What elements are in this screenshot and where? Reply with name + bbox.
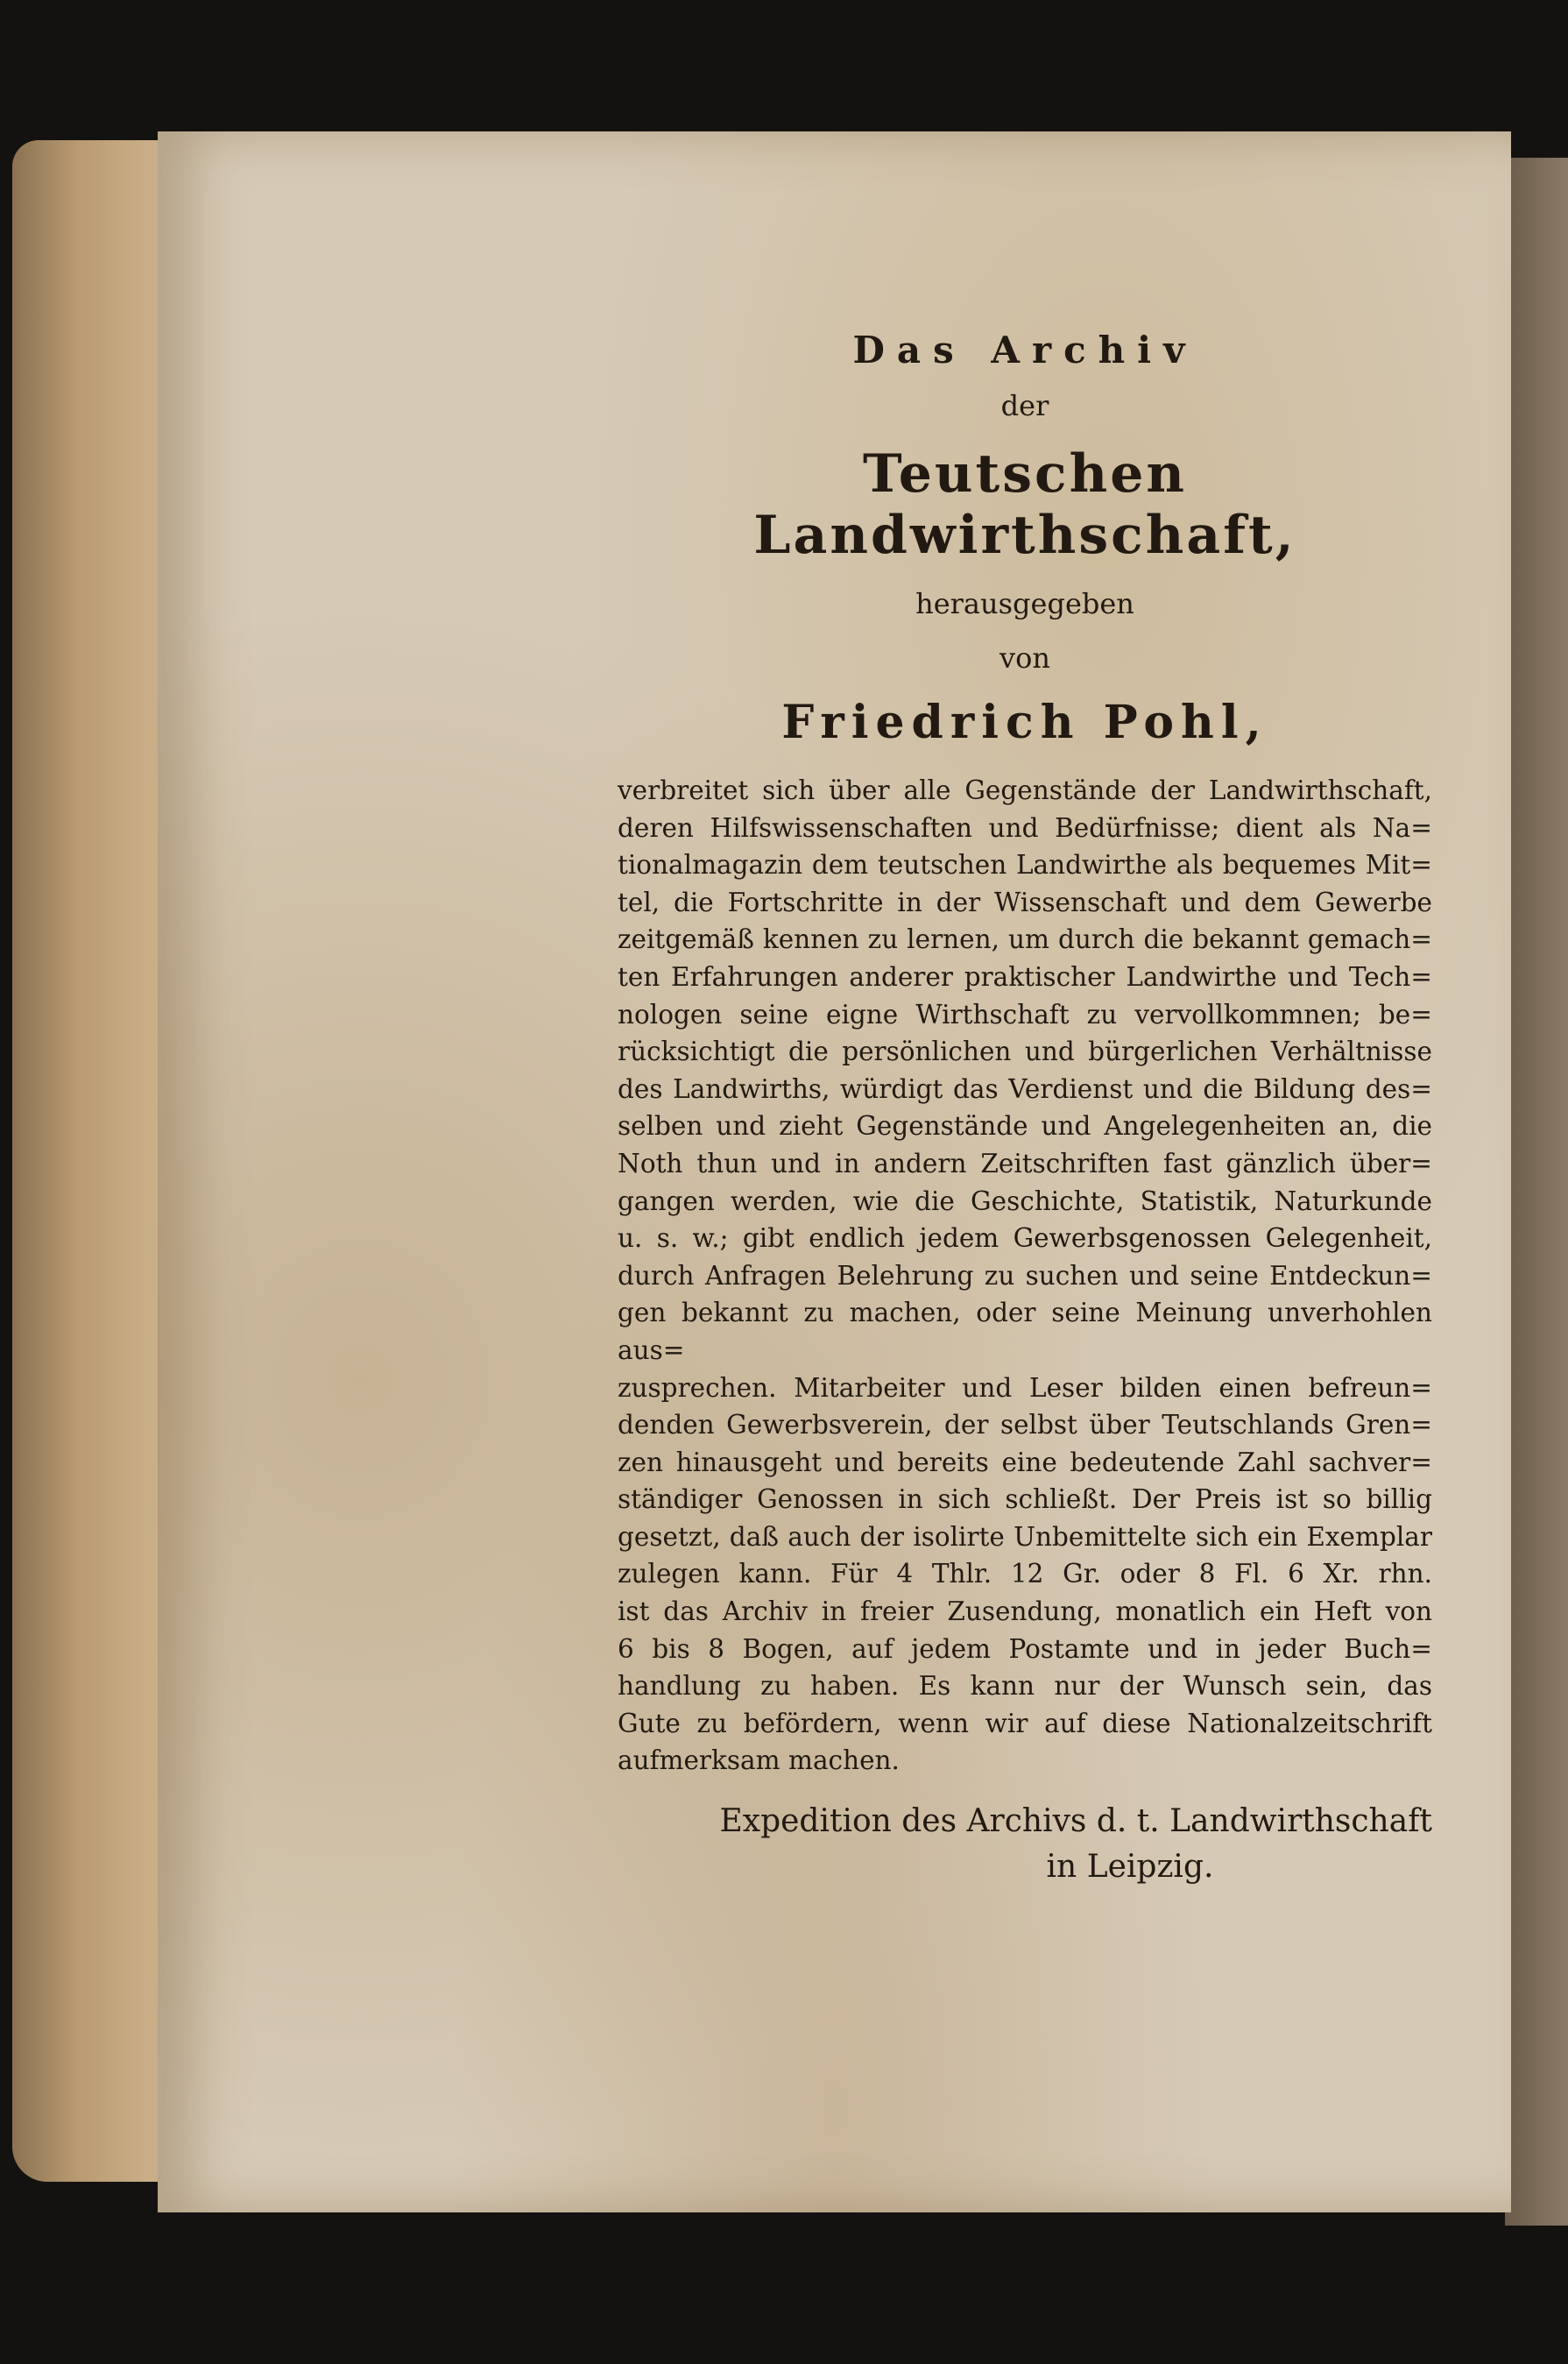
- body-line: u. s. w.; gibt endlich jedem Gewerbsgenossen Gelegenheit,: [618, 1223, 1432, 1254]
- body-line: denden Gewerbsverein, der selbst über Teutschlands Gren=: [618, 1410, 1432, 1440]
- body-line: tel, die Fortschritte in der Wissenschaft und dem Gewerbe: [618, 887, 1432, 917]
- body-line: gangen werden, wie die Geschichte, Statistik, Naturkunde: [618, 1186, 1432, 1216]
- body-line: zen hinausgeht und bereits eine bedeutende Zahl sachver=: [618, 1447, 1432, 1477]
- body-paragraph: [618, 772, 1432, 1780]
- body-line: aufmerksam machen.: [618, 1745, 900, 1776]
- edited-by: herausgegeben: [915, 587, 1134, 620]
- author: Friedrich Pohl,: [781, 696, 1268, 749]
- signature-line-2: in Leipzig.: [1046, 1849, 1214, 1886]
- connector-der: der: [1000, 389, 1049, 422]
- body-line: Gute zu befördern, wenn wir auf diese Nationalzeitschrift: [618, 1708, 1432, 1738]
- body-line: tionalmagazin dem teutschen Landwirthe als bequemes Mit=: [618, 850, 1432, 881]
- body-line: zusprechen. Mitarbeiter und Leser bilden einen befreun=: [618, 1372, 1432, 1403]
- signature-line-1: Expedition des Archivs d. t. Landwirthschaft: [719, 1803, 1432, 1840]
- body-line: zeitgemäß kennen zu lernen, um durch die bekannt gemach=: [618, 924, 1432, 955]
- title: Teutschen Landwirthschaft,: [753, 443, 1296, 566]
- body-line: gen bekannt zu machen, oder seine Meinung unverhohlen aus=: [618, 1298, 1432, 1365]
- body-line: handlung zu haben. Es kann nur der Wunsch sein, das: [618, 1671, 1432, 1702]
- body-line: durch Anfragen Belehrung zu suchen und seine Entdeckun=: [618, 1260, 1432, 1291]
- body-line: rücksichtigt die persönlichen und bürgerlichen Verhältnisse: [618, 1037, 1432, 1067]
- body-line: Noth thun und in andern Zeitschriften fast gänzlich über=: [618, 1148, 1432, 1178]
- body-line: deren Hilfswissenschaften und Bedürfnisse; dient als Na=: [618, 812, 1432, 843]
- body-line: 6 bis 8 Bogen, auf jedem Postamte und in jeder Buch=: [618, 1633, 1432, 1664]
- heading: Das Archiv: [852, 329, 1197, 372]
- body-line: nologen seine eigne Wirthschaft zu vervollkommnen; be=: [618, 999, 1432, 1030]
- body-line: gesetzt, daß auch der isolirte Unbemittelte sich ein Exemplar: [618, 1521, 1432, 1552]
- body-line: verbreitet sich über alle Gegenstände der Landwirthschaft,: [618, 775, 1432, 805]
- advertisement-text: [618, 329, 1432, 1890]
- body-line: selben und zieht Gegenstände und Angelegenheiten an, die: [618, 1111, 1432, 1142]
- body-line: ist das Archiv in freier Zusendung, monatlich ein Heft von: [618, 1596, 1432, 1627]
- book-spine: [1505, 158, 1568, 2226]
- connector-von: von: [999, 641, 1050, 675]
- body-line: des Landwirths, würdigt das Verdienst und die Bildung des=: [618, 1073, 1432, 1104]
- body-line: ten Erfahrungen anderer praktischer Landwirthe und Tech=: [618, 961, 1432, 992]
- body-line: ständiger Genossen in sich schließt. Der Preis ist so billig: [618, 1484, 1432, 1515]
- body-line: zulegen kann. Für 4 Thlr. 12 Gr. oder 8 Fl. 6 Xr. rhn.: [618, 1559, 1432, 1589]
- signature: [618, 1799, 1432, 1890]
